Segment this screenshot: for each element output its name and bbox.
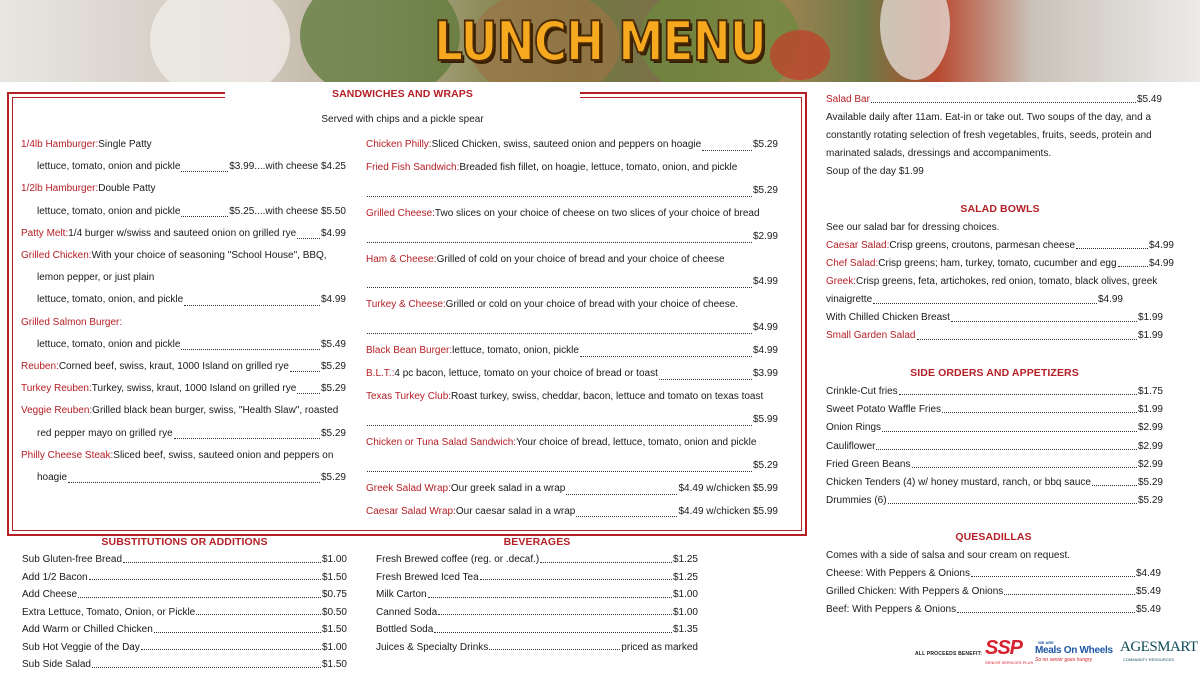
list-item [376,569,698,587]
menu-item-price: $5.29 [752,139,778,150]
menu-item-price: $5.99 [752,413,778,425]
menu-item-description: 1/4 burger w/swiss and sauteed onion on grilled rye [68,227,297,239]
menu-item-description: hoagie [37,472,68,484]
quesadillas-intro: Comes with a side of salsa and sour cream on request. [826,550,1071,561]
list-item-name: Crinkle-Cut fries [826,386,898,397]
list-item [22,639,347,657]
ssp-logo: SSP [985,637,1023,659]
list-item [826,583,1161,601]
list-item [826,474,1163,492]
list-item-price: $5.49 [1135,604,1161,615]
menu-item-line [21,245,346,267]
salad-bowls-intro: See our salad bar for dressing choices. [826,222,1000,233]
agesmart-logo: AGESMART [1120,639,1198,655]
salad-bar-row [826,93,1162,107]
sandwiches-heading: SANDWICHES AND WRAPS [331,88,474,100]
salad-bar-name: Salad Bar [826,94,870,105]
menu-item-line [21,156,346,178]
list-item-price: $4.49 [1135,568,1161,579]
menu-item-line [21,201,346,223]
list-item [376,621,698,639]
list-item-name: Cheese: With Peppers & Onions [826,568,970,579]
menu-item-price: $4.99 [752,276,778,288]
menu-item-description: Sliced Chicken, swiss, sauteed onion and peppers on hoagie [431,139,702,150]
menu-item-line [21,356,346,378]
menu-item-price: $3.99 [752,368,778,380]
list-item-description: Crisp greens, croutons, parmesan cheese [889,240,1076,251]
menu-item-line [366,409,778,432]
menu-item-price: $5.49 [320,338,346,350]
menu-item-description: red pepper mayo on grilled rye [37,427,173,439]
menu-item-price: $4.99 [752,345,778,357]
list-item-name: Beef: With Peppers & Onions [826,604,957,615]
list-item-description: Crisp greens, feta, artichokes, red onion, tomato, black olives, greek [856,276,1158,287]
menu-item-price: $4.49 w/chicken $5.99 [678,482,778,494]
menu-item-name: Turkey & Cheese: [366,299,446,311]
ssp-logo-subtitle: SENIOR SERVICES PLUS [985,660,1034,665]
quesadillas-section [826,531,1161,619]
list-item-name: Add 1/2 Bacon [22,571,88,583]
sandwiches-right-column [366,134,778,523]
list-item-price: $1.00 [672,606,698,618]
list-item-name: Caesar Salad: [826,240,890,251]
menu-item-line [366,157,778,180]
menu-item-line [366,455,778,478]
list-item-price: $1.25 [672,554,698,565]
beverages-section [376,536,698,656]
list-item-name: Milk Carton [376,589,427,600]
list-item-name: Cauliflower [826,440,876,452]
menu-item-name: Caesar Salad Wrap: [366,505,456,517]
menu-item-line [21,467,346,489]
list-item-price: $0.50 [321,606,347,618]
menu-item-name: Veggie Reuben: [21,405,93,417]
list-item-price: $5.29 [1137,495,1163,507]
list-item [376,604,698,622]
menu-item-line [366,226,778,249]
menu-item-name: Grilled Salmon Burger: [21,316,123,328]
chilled-chicken-row [826,309,1163,327]
sandwiches-left-column [21,134,346,489]
menu-item-price: $5.29 [320,427,346,439]
menu-item-description: Corned beef, swiss, kraut, 1000 Island on grilled rye [58,361,289,373]
menu-item-description: With your choice of seasoning "School House", BBQ, [91,250,327,262]
chilled-chicken-price: $1.99 [1137,312,1163,323]
menu-item-description: Our caesar salad in a wrap [455,505,576,517]
menu-item-name: Grilled Chicken: [21,250,92,262]
menu-item-price: $5.29 [320,361,346,373]
list-item-price: $1.00 [321,554,347,565]
menu-item-line [366,180,778,203]
soup-of-the-day: Soup of the day $1.99 [826,166,924,177]
menu-item-line [366,271,778,294]
menu-item-name: Turkey Reuben: [21,383,92,395]
list-item-description: Crisp greens; ham, turkey, tomato, cucumber and egg [878,258,1117,269]
menu-item-line [366,386,778,409]
menu-item-description: lettuce, tomato, onion and pickle [37,205,181,217]
menu-item-line [21,178,346,200]
list-item-name: Fresh Brewed coffee (reg. or .decaf.) [376,554,540,565]
menu-item-name: Patty Melt: [21,227,69,239]
sponsor-logos [915,635,1200,675]
menu-item-line [366,501,778,524]
menu-item-description: Turkey, swiss, kraut, 1000 Island on grilled rye [91,383,297,395]
menu-item-description: Breaded fish fillet, on hoagie, lettuce, tomato, onion, and pickle [459,161,738,173]
menu-item-description: 4 pc bacon, lettuce, tomato on your choice of bread or toast [394,368,658,380]
list-item [826,565,1161,583]
list-item [826,438,1163,456]
list-item-price: $5.29 [1137,477,1163,489]
list-item-name: Sub Hot Veggie of the Day [22,641,140,653]
list-item [376,639,698,657]
list-item-price: $1.75 [1137,386,1163,397]
menu-item-line [21,334,346,356]
list-item [826,383,1163,401]
menu-item-price: $4.49 w/chicken $5.99 [678,505,778,517]
page-title: LUNCH MENU [434,10,766,73]
menu-item-name: Black Bean Burger: [366,345,453,357]
menu-item-line [21,267,346,289]
menu-item-name: Philly Cheese Steak: [21,449,114,461]
list-item-name: Add Cheese [22,589,78,600]
list-item [826,237,1174,255]
menu-item-description: Single Patty [98,139,152,150]
substitutions-section [22,536,347,674]
list-item-name: Drummies (6) [826,495,887,507]
menu-item-description: Double Patty [98,183,156,195]
agesmart-subtitle: COMMUNITY RESOURCES [1123,657,1175,662]
menu-item-name: Reuben: [21,361,59,373]
list-item-name: Sweet Potato Waffle Fries [826,404,942,416]
menu-item-price: $5.29 [752,184,778,196]
menu-item-line [21,445,346,467]
list-item-name: Canned Soda [376,606,438,618]
beverages-heading: BEVERAGES [503,536,571,548]
list-item [22,569,347,587]
sandwiches-subheading: Served with chips and a pickle spear [321,114,484,125]
menu-item-line [366,340,778,363]
list-item-price: $4.99 [1148,240,1174,251]
list-item-price: priced as marked [621,641,698,653]
garden-salad-price: $1.99 [1137,330,1163,341]
menu-item-price: $5.29 [320,472,346,484]
menu-item-description: Two slices on your choice of cheese on two slices of your choice of bread [434,207,760,219]
list-item-price: $1.35 [672,624,698,635]
salad-bowls-section [826,203,1174,345]
menu-item-price: $4.99 [320,227,346,239]
list-item [376,586,698,604]
menu-item-price: $4.99 [320,294,346,306]
list-item-name: Onion Rings [826,422,882,434]
proceeds-label: ALL PROCEEDS BENEFIT: [915,651,983,657]
menu-item-name: Texas Turkey Club: [366,390,452,402]
menu-item-line [366,203,778,226]
list-item-price: $1.50 [321,624,347,635]
salad-bowls-heading: SALAD BOWLS [960,203,1040,215]
menu-item-name: Chicken Philly: [366,139,432,150]
salad-bar-price: $5.49 [1136,94,1162,105]
list-item [22,586,347,604]
menu-item-line [366,432,778,455]
menu-item-line [21,312,346,334]
greek-continued: vinaigrette [826,294,873,305]
sides-section [826,367,1163,510]
menu-item-name: Grilled Cheese: [366,207,435,219]
list-item [22,551,347,569]
list-item [826,492,1163,510]
list-item [826,456,1163,474]
menu-item-name: Ham & Cheese: [366,253,437,265]
menu-item-description: Grilled black bean burger, swiss, "Health Slaw", roasted [92,405,339,417]
menu-item-line [366,478,778,501]
sides-heading: SIDE ORDERS AND APPETIZERS [910,367,1079,379]
list-item [22,656,347,674]
sandwiches-heading-wrap [225,88,580,102]
list-item-price: $1.00 [672,589,698,600]
greek-continued-row [826,291,1123,309]
meals-on-wheels-tagline: So no senior goes hungry [1035,657,1092,663]
garden-salad-row [826,327,1163,345]
list-item [826,601,1161,619]
list-item [826,255,1174,273]
garden-salad-name: Small Garden Salad [826,330,916,341]
menu-item-description: Our greek salad in a wrap [450,482,566,494]
menu-item-description: lettuce, tomato, onion and pickle [37,161,181,173]
list-item [22,604,347,622]
quesadillas-heading: QUESADILLAS [955,531,1032,543]
menu-item-line [21,400,346,422]
list-item-name: Extra Lettuce, Tomato, Onion, or Pickle [22,606,196,618]
menu-item-name: Greek Salad Wrap: [366,482,451,494]
list-item [826,419,1163,437]
list-item-name: Fresh Brewed Iced Tea [376,571,479,583]
menu-item-line [21,423,346,445]
list-item [826,273,1174,291]
menu-item-name: Chicken or Tuna Salad Sandwich: [366,436,517,448]
meals-on-wheels-prefix: WE ARE [1038,640,1054,645]
list-item [376,551,698,569]
menu-item-price: $5.29 [320,383,346,395]
salad-bar-section [826,93,1162,181]
menu-item-description: lettuce, tomato, onion, and pickle [37,294,184,306]
list-item-name: Greek: [826,276,857,287]
list-item-name: Chicken Tenders (4) w/ honey mustard, ranch, or bbq sauce [826,477,1091,489]
menu-item-description: Sliced beef, swiss, sauteed onion and peppers on [113,449,334,461]
menu-item-description: Grilled or cold on your choice of bread with your choice of cheese. [445,299,739,311]
list-item-price: $4.99 [1148,258,1174,269]
menu-item-name: B.L.T.: [366,368,395,380]
list-item-price: $2.99 [1137,422,1163,434]
list-item-price: $1.50 [321,571,347,583]
list-item-price: $2.99 [1137,440,1163,452]
substitutions-heading: SUBSTITUTIONS OR ADDITIONS [101,536,268,548]
list-item-price: $5.49 [1135,586,1161,597]
list-item-price: $1.99 [1137,404,1163,416]
menu-item-line [21,289,346,311]
menu-item-line [366,294,778,317]
chilled-chicken-name: With Chilled Chicken Breast [826,312,950,323]
list-item-name: Bottled Soda [376,624,434,635]
list-item-name: Sub Side Salad [22,659,91,670]
list-item-price: $1.50 [321,659,347,670]
menu-item-line [366,317,778,340]
menu-item-price: $5.29 [752,459,778,471]
meals-on-wheels-logo: Meals On Wheels [1035,645,1113,656]
list-item-price: $1.00 [321,641,347,653]
list-item [22,621,347,639]
menu-item-description: Grilled of cold on your choice of bread and your choice of cheese [436,253,725,265]
menu-item-description: lemon pepper, or just plain [37,272,155,284]
menu-item-line [366,363,778,386]
list-item-name: Fried Green Beans [826,458,911,470]
menu-item-name: Fried Fish Sandwich: [366,161,460,173]
list-item [826,401,1163,419]
list-item-name: Juices & Specialty Drinks [376,641,489,653]
list-item-name: Add Warm or Chilled Chicken [22,624,153,635]
menu-item-description: lettuce, tomato, onion and pickle [37,338,181,350]
menu-item-line [366,134,778,157]
menu-item-price: $5.25....with cheese $5.50 [229,205,346,217]
greek-price: $4.99 [1097,294,1123,305]
list-item-price: $1.25 [672,571,698,583]
menu-item-name: 1/4lb Hamburger: [21,139,99,150]
menu-item-line [21,134,346,156]
list-item-name: Sub Gluten-free Bread [22,554,123,565]
list-item-name: Chef Salad: [826,258,879,269]
menu-item-price: $2.99 [752,230,778,242]
menu-item-name: 1/2lb Hamburger: [21,183,99,195]
salad-bar-description: Available daily after 11am. Eat-in or take out. Two soups of the day, and a constantly rotating selection of fresh vegetables, fruits, seeds, protein and marinated salads, dressings and accompaniments. [826,112,1152,159]
list-item-price: $0.75 [321,589,347,600]
menu-item-line [21,378,346,400]
menu-item-description: lettuce, tomato, onion, pickle [452,345,579,357]
menu-item-line [21,223,346,245]
list-item-name: Grilled Chicken: With Peppers & Onions [826,586,1004,597]
menu-item-line [366,249,778,272]
header-photo [0,0,1200,82]
menu-item-description: Roast turkey, swiss, cheddar, bacon, lettuce and tomato on texas toast [451,390,764,402]
menu-item-price: $3.99....with cheese $4.25 [229,161,346,173]
menu-item-price: $4.99 [752,322,778,334]
list-item-price: $2.99 [1137,458,1163,470]
menu-item-description: Your choice of bread, lettuce, tomato, onion and pickle [516,436,757,448]
